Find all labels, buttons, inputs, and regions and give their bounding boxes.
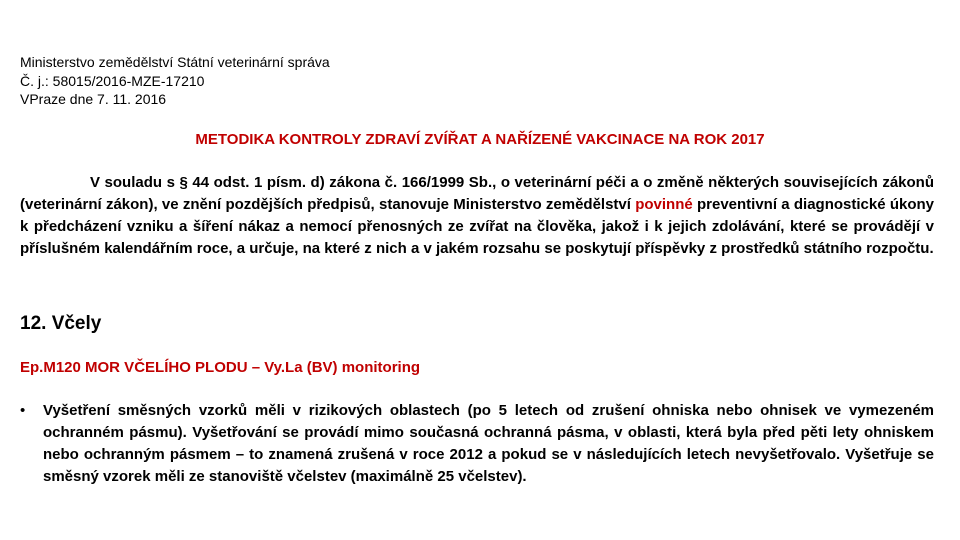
list-item-text: Vyšetření směsných vzorků měli v rizikových oblastech (po 5 letech od zrušení ohniska nebo ohnisek ve vymezeném ochranném pásmu). Vyšetřování se provádí mimo současná ochranná pásma, v oblasti, která byla před pěti lety ohniskem nebo ochranným pásmem – to znamená zrušená v roce 2012 a pokud se v následujících letech nevyšetřovalo. Vyšetřuje se směsný vzorek měli ze stanoviště včelstev (maximálně 25 včelstev). [43,402,934,485]
subsection-heading: Ep.M120 MOR VČELÍHO PLODU – Vy.La (BV) monitoring [20,359,421,376]
intro-highlight: povinné [635,196,693,213]
bullet-marker: • [20,402,26,419]
header-authority: Ministerstvo zemědělství Státní veterinární správa [20,54,330,70]
intro-paragraph [20,172,934,260]
header-date: VPraze dne 7. 11. 2016 [20,91,167,107]
section-heading: 12. Včely [20,313,102,334]
document-header [20,53,330,109]
intro-text-part1: V souladu s § 44 odst. 1 písm. d) zákona č. 166/1999 Sb., o veterinární péči a o změně některých souvisejících zákonů (veterinární zákon), ve znění pozdějších předpisů, stanovuje Ministerstvo zemědělství [20,174,934,213]
header-reference-number: Č. j.: 58015/2016-MZE-17210 [20,72,205,89]
list-item [20,400,934,488]
bullet-list [20,400,934,488]
document-title: METODIKA KONTROLY ZDRAVÍ ZVÍŘAT A NAŘÍZENÉ VAKCINACE NA ROK 2017 [195,131,765,148]
intro-text-part2: preventivní a diagnostické úkony k předcházení vzniku a šíření nákaz a nemocí přenosných ze zvířat na člověka, jakož i k jejich zdolávání, které se provádějí v příslušném kalendářním roce, a určuje, na které z nich a v jakém rozsahu se poskytují příspěvky z prostředků státního rozpočtu. [20,196,935,257]
